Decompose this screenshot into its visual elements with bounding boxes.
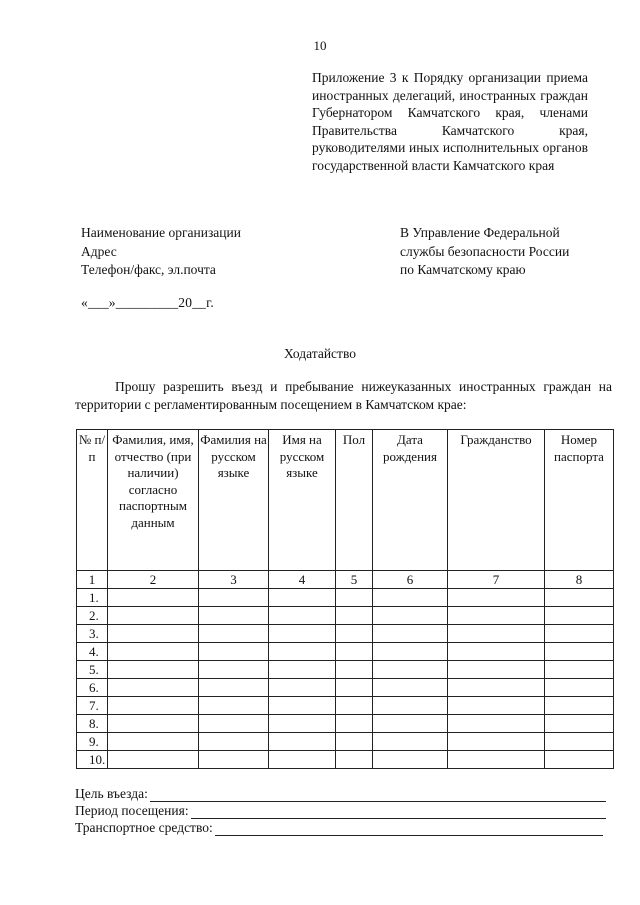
header-cell: Имя на русском языке (269, 430, 336, 571)
table-cell (269, 661, 336, 679)
table-cell (269, 733, 336, 751)
column-number: 2 (108, 571, 199, 589)
table-cell (199, 589, 269, 607)
table-cell (373, 589, 448, 607)
transport-blank (215, 823, 603, 836)
recipient-line-1: В Управление Федеральной (400, 225, 560, 240)
row-number: 10. (77, 751, 108, 769)
table-cell (373, 679, 448, 697)
table-row (77, 715, 614, 733)
header-cell: Дата рождения (373, 430, 448, 571)
table-cell (269, 697, 336, 715)
table-cell (336, 589, 373, 607)
table-cell (199, 733, 269, 751)
table-row (77, 643, 614, 661)
table-cell (448, 715, 545, 733)
table-header-row (77, 430, 614, 571)
foreigners-table (76, 429, 614, 769)
table-cell (108, 607, 199, 625)
table-row (77, 679, 614, 697)
table-cell (199, 661, 269, 679)
table-cell (336, 643, 373, 661)
table-cell (108, 679, 199, 697)
header-cell: Номер паспорта (545, 430, 614, 571)
header-cell: Фамилия на русском языке (199, 430, 269, 571)
column-number-row (77, 571, 614, 589)
table-cell (448, 607, 545, 625)
table-cell (269, 625, 336, 643)
table-cell (448, 679, 545, 697)
table-cell (373, 625, 448, 643)
table-cell (269, 679, 336, 697)
table-cell (373, 697, 448, 715)
row-number: 4. (77, 643, 108, 661)
row-number: 6. (77, 679, 108, 697)
table-cell (199, 625, 269, 643)
table-cell (336, 751, 373, 769)
table-cell (269, 607, 336, 625)
table-cell (545, 607, 614, 625)
column-number: 4 (269, 571, 336, 589)
table-cell (545, 715, 614, 733)
row-number: 7. (77, 697, 108, 715)
table-cell (545, 643, 614, 661)
table-cell (336, 715, 373, 733)
table-cell (108, 643, 199, 661)
header-cell: Фамилия, имя, отчество (при наличии) согласно паспортным данным (108, 430, 199, 571)
table-cell (336, 625, 373, 643)
transport-label: Транспортное средство: (75, 820, 213, 835)
table-row (77, 697, 614, 715)
table-cell (269, 715, 336, 733)
row-number: 9. (77, 733, 108, 751)
table-cell (545, 589, 614, 607)
recipient-line-3: по Камчатскому краю (400, 262, 526, 277)
table-cell (545, 625, 614, 643)
table-row (77, 589, 614, 607)
table-cell (373, 643, 448, 661)
period-line (75, 803, 606, 819)
table-row (77, 607, 614, 625)
table-cell (199, 679, 269, 697)
table-cell (108, 697, 199, 715)
column-number: 8 (545, 571, 614, 589)
column-number: 6 (373, 571, 448, 589)
table-cell (373, 733, 448, 751)
table-cell (545, 697, 614, 715)
sender-address: Адрес (81, 243, 117, 259)
table-cell (336, 697, 373, 715)
table-cell (269, 751, 336, 769)
table-cell (448, 751, 545, 769)
table-cell (448, 697, 545, 715)
row-number: 3. (77, 625, 108, 643)
table-row (77, 661, 614, 679)
column-number: 3 (199, 571, 269, 589)
table-cell (448, 589, 545, 607)
column-number: 5 (336, 571, 373, 589)
page-number: 10 (313, 38, 327, 53)
row-number: 5. (77, 661, 108, 679)
appendix-note: Приложение 3 к Порядку организации приема иностранных делегаций, иностранных граждан Губернатором Камчатского края, членами Правительства Камчатского края, руководителями иных исполнительных органов государственной власти Камчатского края (312, 70, 588, 173)
table-cell (373, 607, 448, 625)
document-title: Ходатайство (284, 346, 356, 361)
table-cell (269, 589, 336, 607)
table-cell (199, 697, 269, 715)
column-number: 1 (77, 571, 108, 589)
table-cell (108, 589, 199, 607)
table-row (77, 733, 614, 751)
header-cell: Пол (336, 430, 373, 571)
row-number: 1. (77, 589, 108, 607)
table-cell (108, 751, 199, 769)
recipient-line-2: службы безопасности России (400, 243, 570, 259)
header-cell: Гражданство (448, 430, 545, 571)
recipient-block (400, 224, 569, 280)
table-cell (108, 715, 199, 733)
table-row (77, 625, 614, 643)
sender-org: Наименование организации (81, 225, 241, 240)
header-cell: № п/п (77, 430, 108, 571)
table-cell (108, 625, 199, 643)
table-cell (199, 643, 269, 661)
request-text: Прошу разрешить въезд и пребывание нижеуказанных иностранных граждан на территории с регламентированным посещением в Камчатском крае: (75, 379, 612, 412)
table-cell (545, 733, 614, 751)
table-cell (545, 679, 614, 697)
table-cell (373, 715, 448, 733)
purpose-blank (150, 789, 606, 802)
date-template: «___»_________20__г. (81, 295, 214, 310)
column-number: 7 (448, 571, 545, 589)
row-number: 2. (77, 607, 108, 625)
table-cell (373, 751, 448, 769)
table-cell (336, 607, 373, 625)
table-cell (373, 661, 448, 679)
table-cell (448, 733, 545, 751)
table-cell (545, 661, 614, 679)
period-blank (191, 806, 606, 819)
table-cell (336, 733, 373, 751)
purpose-label: Цель въезда: (75, 786, 148, 801)
table-cell (336, 679, 373, 697)
table-cell (448, 643, 545, 661)
transport-line (75, 820, 603, 836)
table-cell (545, 751, 614, 769)
sender-block (81, 224, 241, 280)
table-cell (448, 625, 545, 643)
table-cell (199, 751, 269, 769)
period-label: Период посещения: (75, 803, 189, 818)
table-cell (448, 661, 545, 679)
table-cell (108, 733, 199, 751)
row-number: 8. (77, 715, 108, 733)
table-row (77, 751, 614, 769)
table-cell (199, 715, 269, 733)
table-cell (199, 607, 269, 625)
sender-contacts: Телефон/факс, эл.почта (81, 262, 216, 277)
table-cell (269, 643, 336, 661)
table-cell (108, 661, 199, 679)
table-cell (336, 661, 373, 679)
purpose-line (75, 786, 606, 802)
